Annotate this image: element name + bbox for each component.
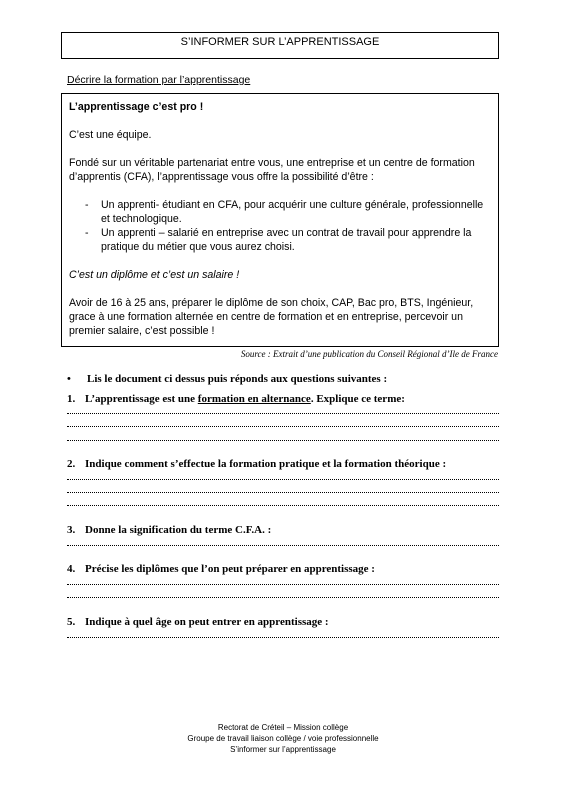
excerpt-paragraph-4: Avoir de 16 à 25 ans, préparer le diplôme de son choix, CAP, Bac pro, BTS, Ingénieur, grace à une formation alternée en centre de formation et en entreprise, percevoir un premier salaire, c’est possible ! [69, 297, 474, 337]
answer-line[interactable] [67, 413, 499, 414]
answer-line[interactable] [67, 426, 499, 427]
question-text: Indique à quel âge on peut entrer en apprentissage : [85, 616, 329, 628]
question-text: Indique comment s’effectue la formation pratique et la formation théorique : [85, 458, 447, 470]
question-3 [67, 524, 271, 536]
question-text-end: . Explique ce terme: [310, 393, 405, 405]
question-number: 3. [67, 524, 76, 536]
page-footer [0, 722, 566, 755]
source-citation: Source : Extrait d’une publication du Conseil Régional d’Ile de France [240, 349, 498, 359]
bullet-icon: • [67, 373, 71, 385]
answer-line[interactable] [67, 479, 499, 480]
excerpt-paragraph-3: C’est un diplôme et c’est un salaire ! [69, 269, 240, 281]
answer-line[interactable] [67, 597, 499, 598]
excerpt-list [69, 198, 491, 254]
list-item-text: Un apprenti – salarié en entreprise avec un contrat de travail pour apprendre la pratique du métier que vous aurez choisi. [101, 227, 472, 253]
question-5 [67, 616, 329, 628]
question-1 [67, 393, 405, 405]
document-excerpt-box [61, 93, 499, 347]
question-number: 2. [67, 458, 76, 470]
list-item [69, 226, 491, 254]
answer-line[interactable] [67, 505, 499, 506]
footer-line-1: Rectorat de Créteil – Mission collège [217, 723, 349, 732]
dash-bullet: - [85, 227, 89, 239]
page-title-box [61, 32, 499, 59]
question-text: Donne la signification du terme C.F.A. : [85, 524, 272, 536]
dash-bullet: - [85, 199, 89, 211]
footer-line-2: Groupe de travail liaison collège / voie professionnelle [187, 734, 379, 743]
list-item-text: Un apprenti- étudiant en CFA, pour acquérir une culture générale, professionnelle et technologique. [101, 199, 484, 225]
question-text: L’apprentissage est une [85, 393, 198, 405]
question-emphasis: formation en alternance [197, 393, 311, 405]
list-item [69, 198, 491, 226]
question-2 [67, 458, 446, 470]
question-number: 1. [67, 393, 76, 405]
question-number: 5. [67, 616, 76, 628]
answer-line[interactable] [67, 492, 499, 493]
question-4 [67, 563, 375, 575]
excerpt-heading: L’apprentissage c’est pro ! [69, 101, 204, 113]
instruction-text: Lis le document ci dessus puis réponds aux questions suivantes : [87, 373, 388, 385]
page-title: S’INFORMER SUR L’APPRENTISSAGE [180, 36, 380, 48]
answer-line[interactable] [67, 545, 499, 546]
section-subtitle: Décrire la formation par l’apprentissage [67, 74, 251, 86]
excerpt-paragraph-2: Fondé sur un véritable partenariat entre vous, une entreprise et un centre de formation d’apprentis (CFA), l’apprentissage vous offre la possibilité d’être : [69, 157, 475, 183]
answer-line[interactable] [67, 637, 499, 638]
answer-line[interactable] [67, 584, 499, 585]
excerpt-paragraph-1: C’est une équipe. [69, 129, 152, 141]
answer-line[interactable] [67, 440, 499, 441]
question-number: 4. [67, 563, 76, 575]
question-text: Précise les diplômes que l’on peut préparer en apprentissage : [85, 563, 375, 575]
instruction [67, 373, 387, 385]
footer-line-3: S’informer sur l’apprentissage [230, 745, 336, 754]
